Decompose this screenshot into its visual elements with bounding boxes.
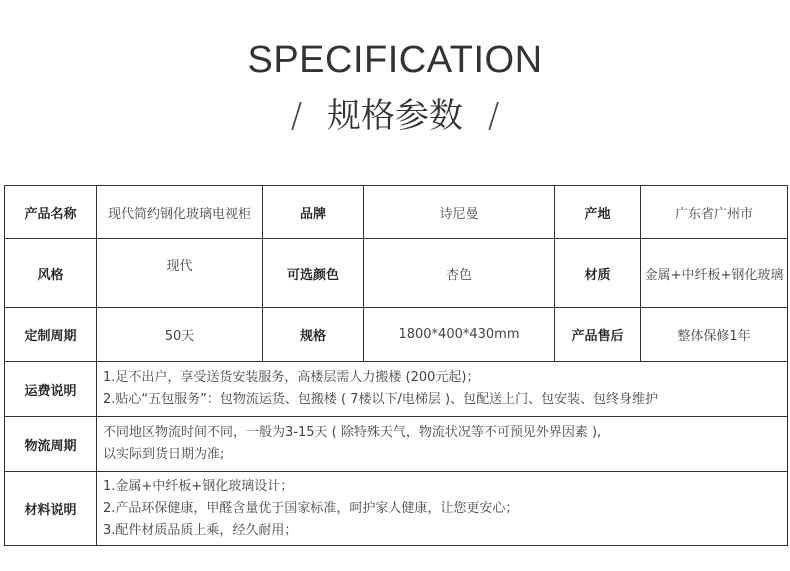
product-name-label: 产品名称 <box>5 186 97 239</box>
shipping-description <box>97 362 788 417</box>
logistics-line: 不同地区物流时间不同，一般为3-15天 ( 除特殊天气，物流状况等不可预见外界因素 ), <box>103 425 602 440</box>
logistics-label: 物流周期 <box>5 417 97 472</box>
color-value: 杏色 <box>364 239 555 308</box>
style-label: 风格 <box>5 239 97 308</box>
page-title-english: SPECIFICATION <box>247 39 543 81</box>
materials-line: 1.金属+中纤板+钢化玻璃设计； <box>103 478 294 494</box>
table-row <box>5 417 788 472</box>
brand-label: 品牌 <box>263 186 364 239</box>
aftersale-label: 产品售后 <box>555 308 641 362</box>
table-row <box>5 186 788 239</box>
page-title-chinese <box>0 94 790 138</box>
title-cn-text: 规格参数 <box>327 96 463 136</box>
aftersale-value: 整体保修1年 <box>641 308 788 362</box>
materials-description <box>97 472 788 546</box>
material-label: 材质 <box>555 239 641 308</box>
product-name-value: 现代简约钢化玻璃电视柜 <box>97 186 263 239</box>
logistics-description <box>97 417 788 472</box>
style-value: 现代 <box>97 239 263 308</box>
shipping-label: 运费说明 <box>5 362 97 417</box>
origin-label: 产地 <box>555 186 641 239</box>
materials-line: 2.产品环保健康，甲醛含量优于国家标准，呵护家人健康，让您更安心； <box>103 500 519 516</box>
materials-label: 材料说明 <box>5 472 97 546</box>
origin-value: 广东省广州市 <box>641 186 788 239</box>
size-label: 规格 <box>263 308 364 362</box>
brand-value: 诗尼曼 <box>364 186 555 239</box>
shipping-line: 1.足不出户，享受送货安装服务，高楼层需人力搬楼 (200元起)； <box>103 370 480 385</box>
material-value: 金属+中纤板+钢化玻璃 <box>641 239 788 308</box>
table-row <box>5 362 788 417</box>
spec-table <box>4 185 788 546</box>
title-slash-left: / <box>290 96 303 136</box>
custom-cycle-value: 50天 <box>97 308 263 362</box>
materials-line: 3.配件材质品质上乘，经久耐用； <box>103 522 298 538</box>
shipping-line: 2.贴心“五包服务”：包物流运货、包搬楼 ( 7楼以下/电梯层 )、包配送上门、包安装、包终身维护 <box>103 392 659 407</box>
size-value: 1800*400*430mm <box>364 308 555 362</box>
table-row <box>5 239 788 308</box>
custom-cycle-label: 定制周期 <box>5 308 97 362</box>
logistics-line: 以实际到货日期为准; <box>103 447 225 462</box>
color-label: 可选颜色 <box>263 239 364 308</box>
title-slash-right: / <box>487 96 500 136</box>
table-row <box>5 308 788 362</box>
table-row <box>5 472 788 546</box>
